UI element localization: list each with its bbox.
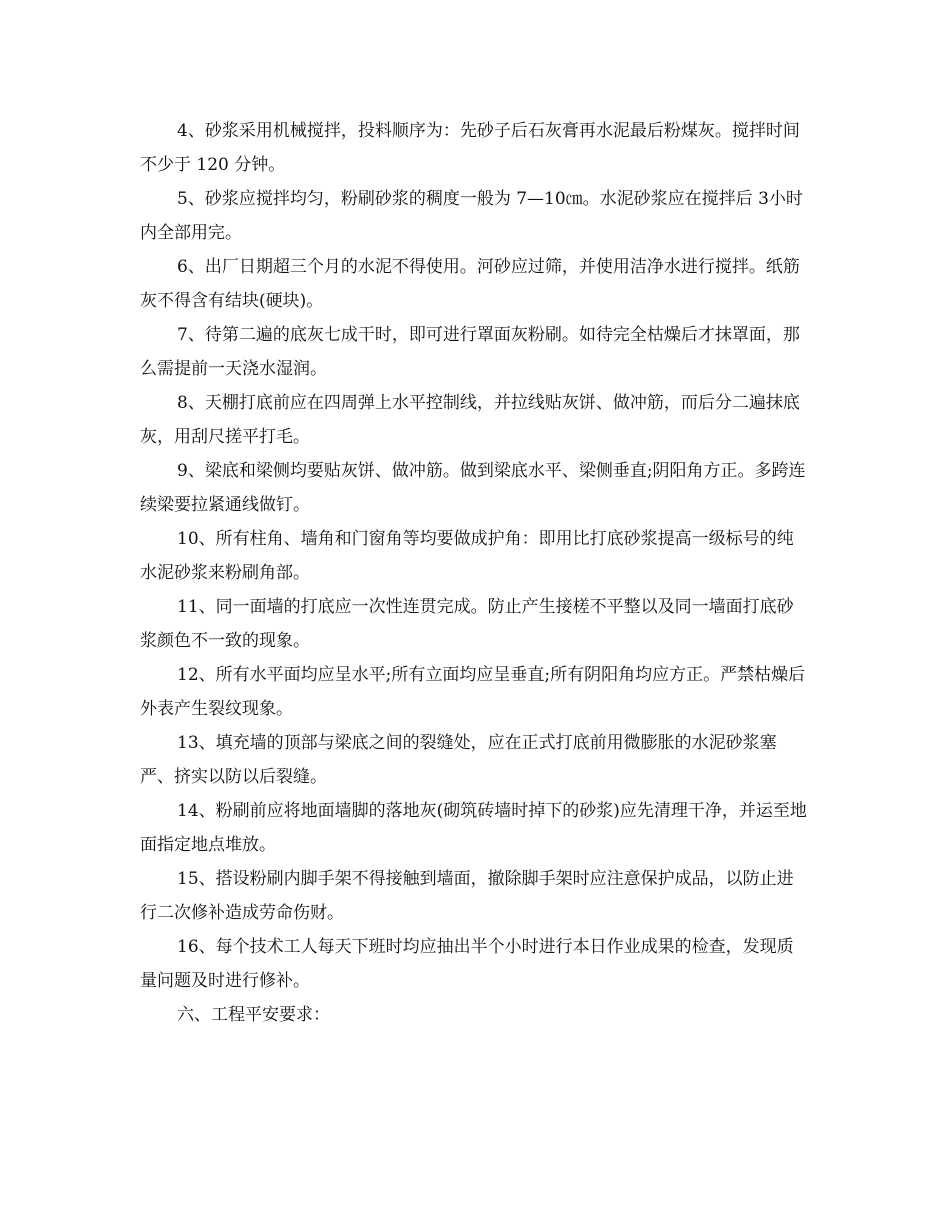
paragraph-line-2: 禁枯燥后外表产生裂纹现象。 <box>140 665 806 719</box>
paragraph-line-1: 13、填充墙的顶部与梁底之间的裂缝处，应在正式打底前用微膨胀的水泥砂 <box>177 733 743 753</box>
paragraph <box>140 250 808 318</box>
paragraph <box>140 794 808 862</box>
paragraph <box>140 522 808 590</box>
paragraph-line-1: 11、同一面墙的打底应一次性连贯完成。防止产生接槎不平整以及同一墙面 <box>177 597 743 617</box>
document-body <box>140 114 808 1032</box>
paragraph-line-2: 并运至地面指定地点堆放。 <box>140 801 807 855</box>
paragraph <box>140 454 808 522</box>
paragraph-line-1: 15、搭设粉刷内脚手架不得接触到墙面，撤除脚手架时应注意保护成品，以 <box>177 869 743 889</box>
paragraph-line-1: 六、工程平安要求： <box>177 1005 330 1025</box>
paragraph <box>140 998 808 1032</box>
paragraph-line-2: 拌时间不少于 120 分钟。 <box>140 121 800 175</box>
paragraph <box>140 114 808 182</box>
paragraph-line-2: 遍抹底灰，用刮尺搓平打毛。 <box>140 393 800 447</box>
paragraph <box>140 726 808 794</box>
paragraph <box>140 318 808 386</box>
paragraph-line-2: 面，那么需提前一天浇水湿润。 <box>140 325 800 379</box>
paragraph-line-1: 14、粉刷前应将地面墙脚的落地灰(砌筑砖墙时掉下的砂浆)应先清理干净， <box>177 801 739 821</box>
paragraph-line-1: 5、砂浆应搅拌均匀，粉刷砂浆的稠度一般为 7—10㎝。水泥砂浆应在搅拌后 3 <box>177 189 769 209</box>
paragraph-line-1: 8、天棚打底前应在四周弹上水平控制线，并拉线贴灰饼、做冲筋，而后分二 <box>177 393 749 413</box>
paragraph-line-1: 10、所有柱角、墙角和门窗角等均要做成护角：即用比打底砂浆提高一级标 <box>177 529 743 549</box>
paragraph <box>140 386 808 454</box>
paragraph-line-1: 4、砂浆采用机械搅拌，投料顺序为：先砂子后石灰膏再水泥最后粉煤灰。搅 <box>177 121 749 141</box>
paragraph-line-2: 正。多跨连续梁要拉紧通线做钉。 <box>140 461 806 515</box>
paragraph-line-2: 防止进行二次修补造成劳命伤财。 <box>140 869 794 923</box>
paragraph-line-2: 号的纯水泥砂浆来粉刷角部。 <box>140 529 794 583</box>
paragraph-line-1: 6、出厂日期超三个月的水泥不得使用。河砂应过筛，并使用洁净水进行搅 <box>177 257 732 277</box>
paragraph <box>140 590 808 658</box>
paragraph-line-2: 拌。纸筋灰不得含有结块(硬块)。 <box>140 257 800 311</box>
paragraph <box>140 862 808 930</box>
paragraph-line-2: 打底砂浆颜色不一致的现象。 <box>140 597 794 651</box>
paragraph-line-2: 发现质量问题及时进行修补。 <box>140 937 794 991</box>
paragraph-line-1: 12、所有水平面均应呈水平;所有立面均应呈垂直;所有阴阳角均应方正。严 <box>177 665 738 685</box>
paragraph-line-1: 16、每个技术工人每天下班时均应抽出半个小时进行本日作业成果的检查， <box>177 937 743 957</box>
paragraph-line-1: 7、待第二遍的底灰七成干时，即可进行罩面灰粉刷。如待完全枯燥后才抹罩 <box>177 325 749 345</box>
paragraph <box>140 182 808 250</box>
paragraph <box>140 658 808 726</box>
paragraph-line-1: 9、梁底和梁侧均要贴灰饼、做冲筋。做到梁底水平、梁侧垂直;阴阳角方 <box>177 461 721 481</box>
paragraph-line-2: 浆塞严、挤实以防以后裂缝。 <box>140 733 777 787</box>
paragraph <box>140 930 808 998</box>
paragraph-line-2: 小时内全部用完。 <box>140 189 803 243</box>
